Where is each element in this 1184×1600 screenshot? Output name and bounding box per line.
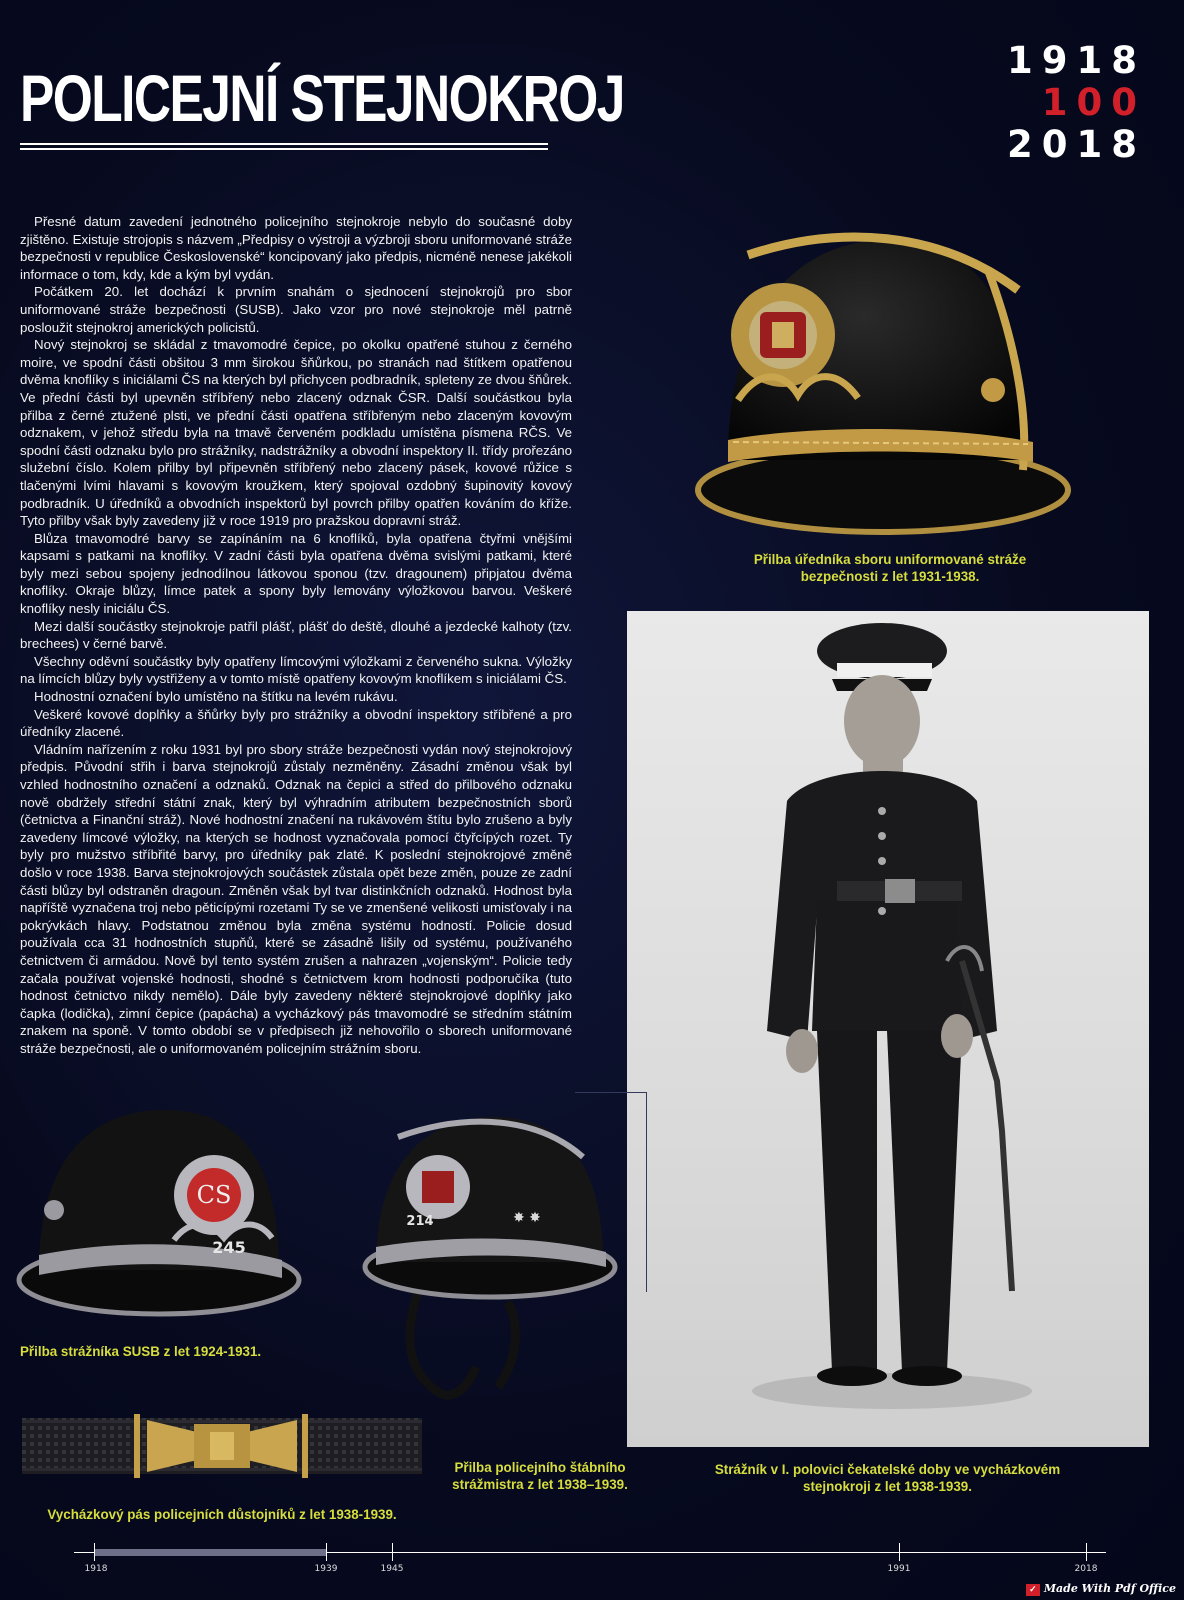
belt-caption: Vycházkový pás policejních důstojníků z let 1938-1939. xyxy=(47,1507,397,1522)
paragraph: Mezi další součástky stejnokroje patřil plášť, plášť do deště, dlouhé a jezdecké kalhoty (tzv. brechees) v černé barvě. xyxy=(20,618,572,652)
paragraph: Všechny oděvní součástky byly opatřeny límcovými výložkami z červeného sukna. Výložky na límcích blůzy byly vystřiženy a v tomto místě opatřeny kovovým knoflíkem s iniciálami ČS. xyxy=(20,653,572,687)
timeline-label: 1945 xyxy=(380,1564,404,1574)
paragraph: Počátkem 20. let dochází k prvním snahám o sjednocení stejnokrojů pro sbor uniformované stráže bezpečnosti (SUSB). Jako vzor pro nové stejnokroje měl patrně posloužit stejnokroj amerických policistů. xyxy=(20,284,572,335)
timeline-label: 2018 xyxy=(1074,1564,1098,1574)
timeline-label: 1991 xyxy=(887,1564,911,1574)
belt-image xyxy=(22,1410,422,1480)
watermark-text: Made With Pdf Office xyxy=(1043,1582,1176,1595)
paragraph: Blůza tmavomodré barvy se zapínáním na 6 knoflíků, byla opatřena čtyřmi vnějšími kapsami s patkami na knoflíky. V zadní části byla opatřena dvěma svislými patkami, které byly mezi sebou spojeny jednodílnou látkovou sponou (tzv. dragounem) připjatou dvěma knoflíky. Okraje blůzy, límce patek a spony byly lemovány výložkovou barvou. Veškeré knoflíky nesly iniciálu ČS. xyxy=(20,530,572,617)
staff-helmet-caption: Přilba policejního štábního strážmistra z let 1938–1939. xyxy=(452,1460,628,1492)
guard-helmet-number: 245 xyxy=(212,1238,246,1257)
guard-helmet-image xyxy=(14,1110,304,1330)
paragraph: Přesné datum zavedení jednotného policejního stejnokroje nebylo do současné doby zjištěno. Existuje strojopis s názvem „Předpisy o výstroji a výzbroji sboru uniformované stráže bezpečnosti v republice Československé“ koncipovaný jako předpis, nicméně nenese jakékoli informace o tom, kdy, kde a kým byl vydán. xyxy=(20,214,572,282)
title-rule-top xyxy=(20,143,548,145)
svg-text:CS: CS xyxy=(196,1181,232,1209)
officer-helmet-image xyxy=(688,230,1078,540)
anniversary-number: 100 xyxy=(1041,81,1146,124)
article-body xyxy=(20,213,572,1058)
paragraph: Vládním nařízením z roku 1931 byl pro sbory stráže bezpečnosti vydán nový stejnokrojový předpis. Původní střih i barva stejnokrojů zůstaly nezměněny. Zásadní změnou však byl vzhled hodnostního označení a odznaků. Odznak na čepici a střed do přilbového odznaku nově obdržely střední státní znak, který byl výhradním atributem bezpečnostních sborů (četnictva a Finanční stráž). Nové hodnostní značení na rukávovém štítu bylo zrušeno a byly zavedeny límcové výložky, na kterých se hodnost vyznačovala pomocí čtyřcípých rozet. Ty byly pro mužstvo stříbřité barvy, pro úředníky pak zlaté. K poslední stejnokrojové změně došlo v roce 1938. Barva stejnokrojových součástek zůstala opět beze změn, pouze ze zadní části blůzy byl odstraněn dragoun. Změněn však byl tvar distinkčních odznaků. Hodnost byla napříště vyznačena troj nebo pěticípými rozetami Ty se ve zmenšené velikosti umisťovaly i na pokrývkách hlavy. Podstatnou změnou byla změna systému hodností. Policie dosud používala cca 31 hodnostních stupňů, které se zásadně lišily od systému, používaného četnictvem či armádou. Nově byl tento systém zrušen a nahrazen „vojenským“. Policie tedy začala používat vojenské hodnosti, shodné s četnictvem krom hodnosti podporučíka (tuto hodnost četnictvo nikdy nemělo). Dále byly zavedeny některé stejnokrojové doplňky jako čapka (lodička), zimní čepice (papácha) a vycházkový pás tmavomodré se středním státním znakem na sponě. V tomto období se v předpisech již nehovořilo o sborech uniformované stráže bezpečnosti, ale o uniformovaném policejním strážním sboru. xyxy=(20,741,572,1056)
timeline xyxy=(74,1540,1106,1580)
paragraph: Nový stejnokroj se skládal z tmavomodré čepice, po okolku opatřené stuhou z černého moire, ve spodní části obšitou 3 mm širokou šňůrkou, po stranách nad štítkem opatřenou dvěma knoflíky s iniciálami ČS na kterých byl přichycen podbradník, spleteny ze dvou šňůrek. Ve přední části byl upevněn stříbřený nebo zlacený odznak ČSR. Další součástkou byla přilba z černé ztužené plsti, ve přední části opatřena stříbřeným nebo zlaceným kovovým odznakem, v jehož středu byla na tmavě červeném podkladu umístěna písmena RČS. Ve spodní části odznaku bylo pro strážníky, nadstrážníky a obvodní inspektory II. třídy prořezáno služební číslo. Kolem přilby byl připevněn stříbřený nebo zlacený pásek, kovové růžice s tlačenými lvími hlavami s kovovým kroužkem, který spojoval ozdobný šupinovitý kovový podbradník. U úředníků a obvodních inspektorů byl povrch přilby opatřen kováním do kříže. Tyto přilby však byly zavedeny již v roce 1919 pro pražskou dopravní stráž. xyxy=(20,337,572,529)
timeline-highlight-span xyxy=(94,1549,326,1556)
timeline-tick xyxy=(392,1543,393,1561)
paragraph: Veškeré kovové doplňky a šňůrky byly pro strážníky a obvodní inspektory stříbřené a pro úředníky zlacené. xyxy=(20,706,572,740)
year-end: 2018 xyxy=(1007,123,1146,166)
divider-line-vertical xyxy=(646,1092,647,1292)
page-title: POLICEJNÍ STEJNOKROJ xyxy=(20,61,624,135)
anniversary-badge xyxy=(1007,40,1146,166)
timeline-tick xyxy=(899,1543,900,1561)
portrait-caption: Strážník v I. polovici čekatelské doby ve vycházkovém stejnokroji z let 1938-1939. xyxy=(714,1462,1061,1494)
guard-figure-illustration xyxy=(627,611,1149,1447)
pdf-office-logo-icon: ✓ xyxy=(1026,1584,1040,1596)
guard-portrait-photo xyxy=(627,611,1149,1447)
watermark xyxy=(1026,1582,1176,1596)
timeline-tick xyxy=(326,1543,327,1561)
timeline-tick xyxy=(1086,1543,1087,1561)
timeline-label: 1939 xyxy=(314,1564,338,1574)
officer-helmet-caption: Přilba úředníka sboru uniformované stráže bezpečnosti z let 1931-1938. xyxy=(753,552,1027,584)
staff-helmet-image xyxy=(358,1117,623,1407)
timeline-tick xyxy=(94,1543,95,1561)
paragraph: Hodnostní označení bylo umístěno na štítku na levém rukávu. xyxy=(34,689,398,705)
staff-helmet-number: 214 xyxy=(406,1214,434,1229)
title-rule-bottom xyxy=(20,148,548,150)
svg-text:✸ ✸: ✸ ✸ xyxy=(513,1210,541,1226)
divider-line xyxy=(575,1092,647,1093)
guard-helmet-caption: Přilba strážníka SUSB z let 1924-1931. xyxy=(20,1344,262,1359)
timeline-label: 1918 xyxy=(84,1564,108,1574)
year-start: 1918 xyxy=(1007,39,1146,82)
